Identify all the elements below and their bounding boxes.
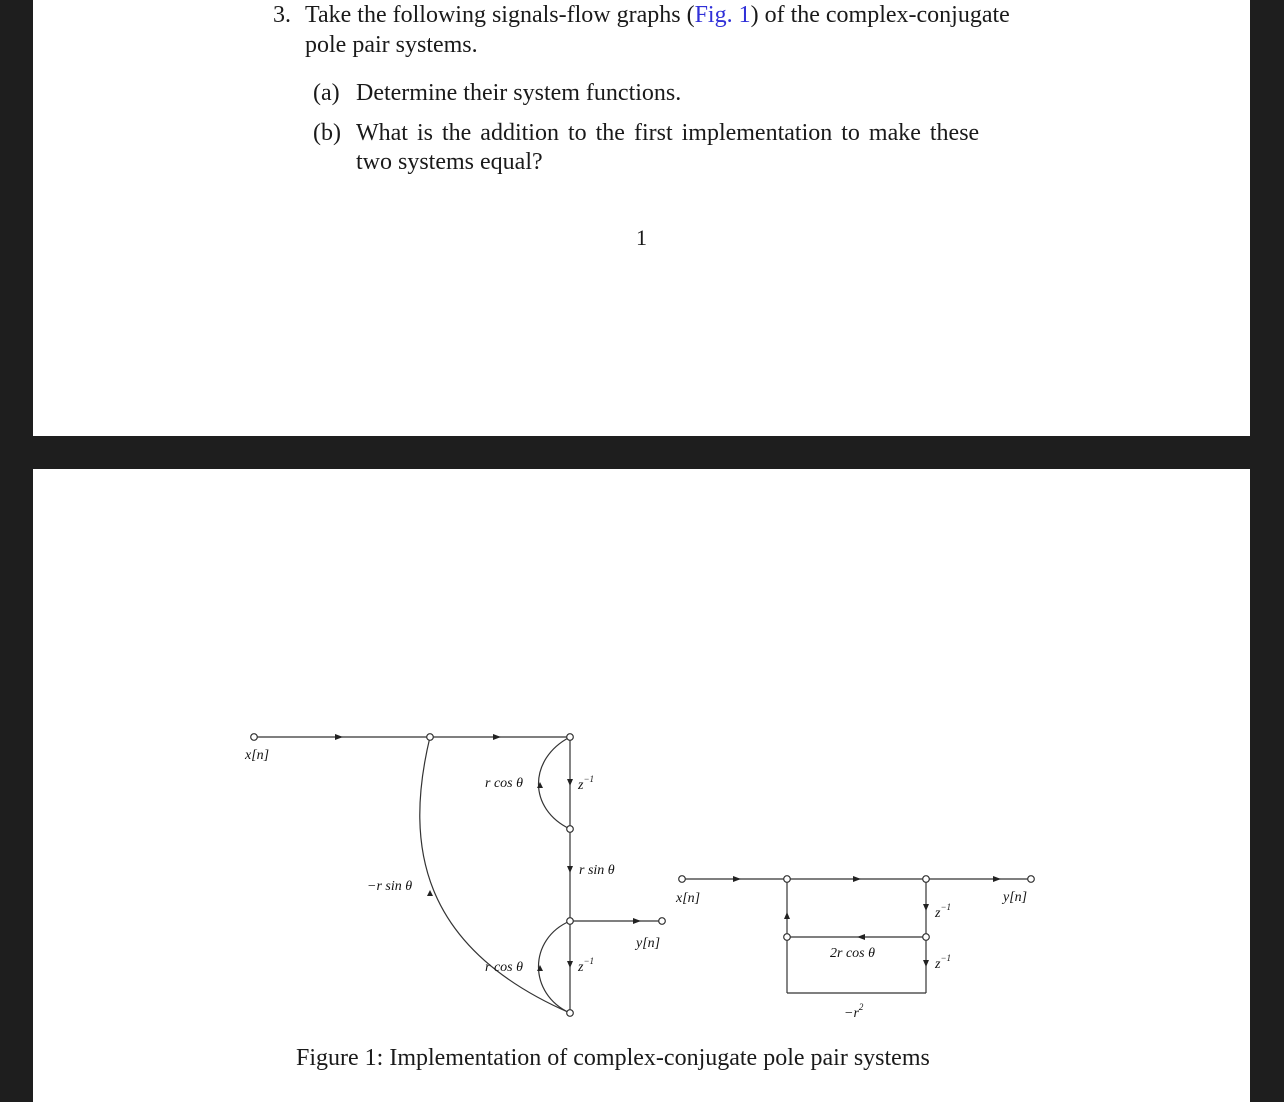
part-b-text-line-2: two systems equal?: [356, 149, 543, 175]
node: [923, 876, 930, 883]
figure-link[interactable]: Fig. 1: [694, 2, 751, 28]
arrow-head: [784, 912, 790, 919]
page-number: 1: [636, 225, 647, 250]
neg-rsin-label: −r sin θ: [367, 879, 413, 894]
arrow-head: [567, 866, 573, 873]
arrow-head: [923, 904, 929, 911]
problem-number: 3.: [273, 2, 291, 28]
arrow-head: [335, 734, 343, 740]
output-node: [659, 918, 666, 925]
node: [784, 876, 791, 883]
delay-bottom-label: $z^{-1}$: [578, 956, 595, 975]
arrow-head: [537, 965, 543, 971]
figure-caption: Figure 1: Implementation of complex-conjugate pole pair systems: [296, 1045, 930, 1071]
problem-line-1-prefix: Take the following signals-flow graphs (: [305, 2, 695, 28]
arrow-head: [733, 876, 741, 882]
input-node: [251, 734, 258, 741]
node: [567, 1010, 574, 1017]
node: [567, 734, 574, 741]
node: [567, 826, 574, 833]
arrow-head: [923, 960, 929, 967]
right-signal-flow-graph: [675, 876, 1034, 1021]
part-a-label: (a): [313, 80, 340, 106]
left-signal-flow-graph: [244, 734, 665, 1017]
delay-top-label: $z^{-1}$: [578, 774, 595, 793]
node: [784, 934, 791, 941]
rcos-top-branch: [539, 737, 571, 829]
output-node: [1028, 876, 1035, 883]
input-node: [679, 876, 686, 883]
arrow-head: [427, 890, 433, 896]
problem-line-2: pole pair systems.: [305, 32, 478, 58]
document-page-2: [33, 469, 1250, 1102]
part-b-label: (b): [313, 120, 341, 146]
right-delay-bottom-label: $z^{-1}$: [935, 953, 952, 972]
arrow-head: [857, 934, 865, 940]
part-b-text-line-1: What is the addition to the first implementation to make these: [356, 120, 980, 146]
signal-flow-figure: [33, 469, 1250, 1102]
rsin-label: r sin θ: [579, 863, 615, 878]
node: [923, 934, 930, 941]
node: [427, 734, 434, 741]
right-output-label: y[n]: [1003, 890, 1028, 905]
arrow-head: [537, 782, 543, 788]
right-input-label: x[n]: [676, 891, 701, 906]
arrow-head: [633, 918, 641, 924]
part-a-text: Determine their system functions.: [356, 80, 682, 106]
left-input-label: x[n]: [245, 748, 270, 763]
problem-line-1: [305, 0, 1010, 30]
rcos-top-label: r cos θ: [485, 776, 523, 791]
arrow-head: [853, 876, 861, 882]
problem-line-1-suffix: ) of the complex-conjugate: [750, 2, 1010, 28]
arrow-head: [567, 779, 573, 786]
document-page-1: [33, 0, 1250, 436]
neg-r2-label: $-r^2$: [844, 1002, 864, 1021]
2rcos-label: 2r cos θ: [830, 946, 875, 961]
node: [567, 918, 574, 925]
right-delay-top-label: $z^{-1}$: [935, 902, 952, 921]
arrow-head: [567, 961, 573, 968]
rcos-bottom-branch: [539, 921, 571, 1013]
left-output-label: y[n]: [636, 936, 661, 951]
rcos-bottom-label: r cos θ: [485, 960, 523, 975]
arrow-head: [993, 876, 1001, 882]
arrow-head: [493, 734, 501, 740]
